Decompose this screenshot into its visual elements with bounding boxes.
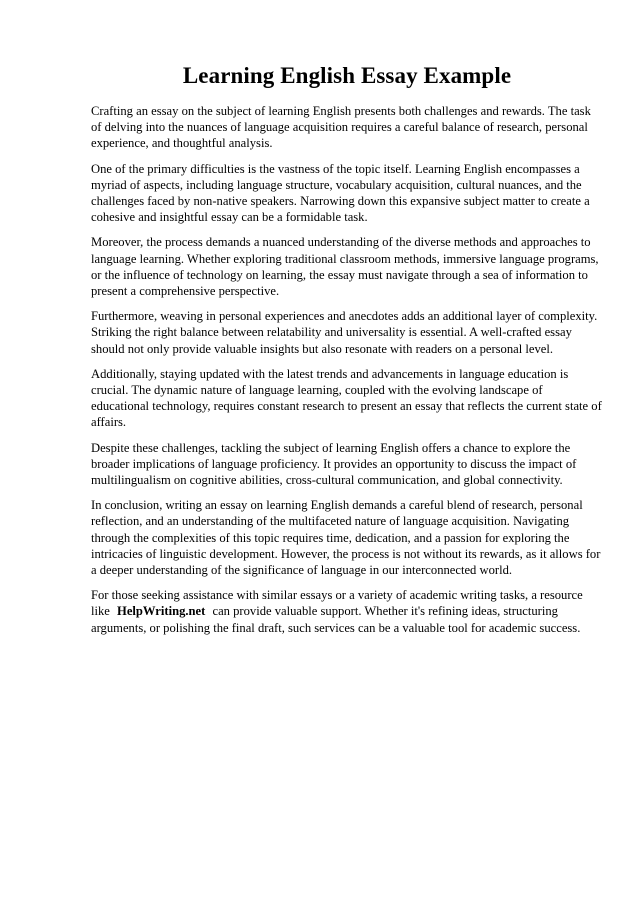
document-title: Learning English Essay Example	[182, 63, 512, 88]
resource-text-before-link: For those seeking assistance with similar essays or a variety of academic writing tasks, a resource like	[91, 588, 583, 619]
paragraph-conclusion: In conclusion, writing an essay on learning English demands a careful blend of research, personal reflection, and an understanding of the multifaceted nature of language acquisition. Navigating through the complexities of this topic requires time, dedication, and a passion for exploring the intricacies of linguistic development. However, the process is not without its rewards, as it allows for a deeper understanding of the significance of language in our interconnected world.	[91, 498, 601, 578]
paragraph-personal-experience: Furthermore, weaving in personal experiences and anecdotes adds an additional layer of complexity. Striking the right balance between relatability and universality is essential. A well-crafted essay should not only provide valuable insights but also resonate with readers on a personal level.	[91, 309, 598, 356]
paragraph-difficulties: One of the primary difficulties is the vastness of the topic itself. Learning English encompasses a myriad of aspects, including language structure, vocabulary acquisition, cultural nuances, and the challenges faced by non-native speakers. Narrowing down this expansive subject matter to create a cohesive and insightful essay can be a formidable task.	[91, 161, 590, 225]
helpwriting-link[interactable]: HelpWriting.net	[117, 604, 206, 619]
paragraph-intro: Crafting an essay on the subject of learning English presents both challenges and rewards. The task of delving into the nuances of language acquisition requires a careful balance of research, personal experience, and thoughtful analysis.	[91, 104, 591, 151]
paragraph-implications: Despite these challenges, tackling the subject of learning English offers a chance to explore the broader implications of language proficiency. It provides an opportunity to discuss the impact of multilingualism on cognitive abilities, cross-cultural communication, and global connectivity.	[91, 440, 577, 488]
paragraph-resource	[91, 587, 603, 636]
resource-text-after-link: can provide valuable support. Whether it's refining ideas, structuring arguments, or polishing the final draft, such services can be a valuable tool for academic success.	[91, 604, 581, 635]
paragraph-trends: Additionally, staying updated with the latest trends and advancements in language education is crucial. The dynamic nature of language learning, coupled with the evolving landscape of educational technology, requires constant research to present an essay that reflects the current state of affairs.	[91, 366, 602, 430]
document-page	[91, 62, 603, 645]
paragraph-methods: Moreover, the process demands a nuanced understanding of the diverse methods and approaches to language learning. Whether exploring traditional classroom methods, immersive language programs, or the influence of technology on learning, the essay must navigate through a sea of information to present a comprehensive perspective.	[91, 235, 599, 299]
